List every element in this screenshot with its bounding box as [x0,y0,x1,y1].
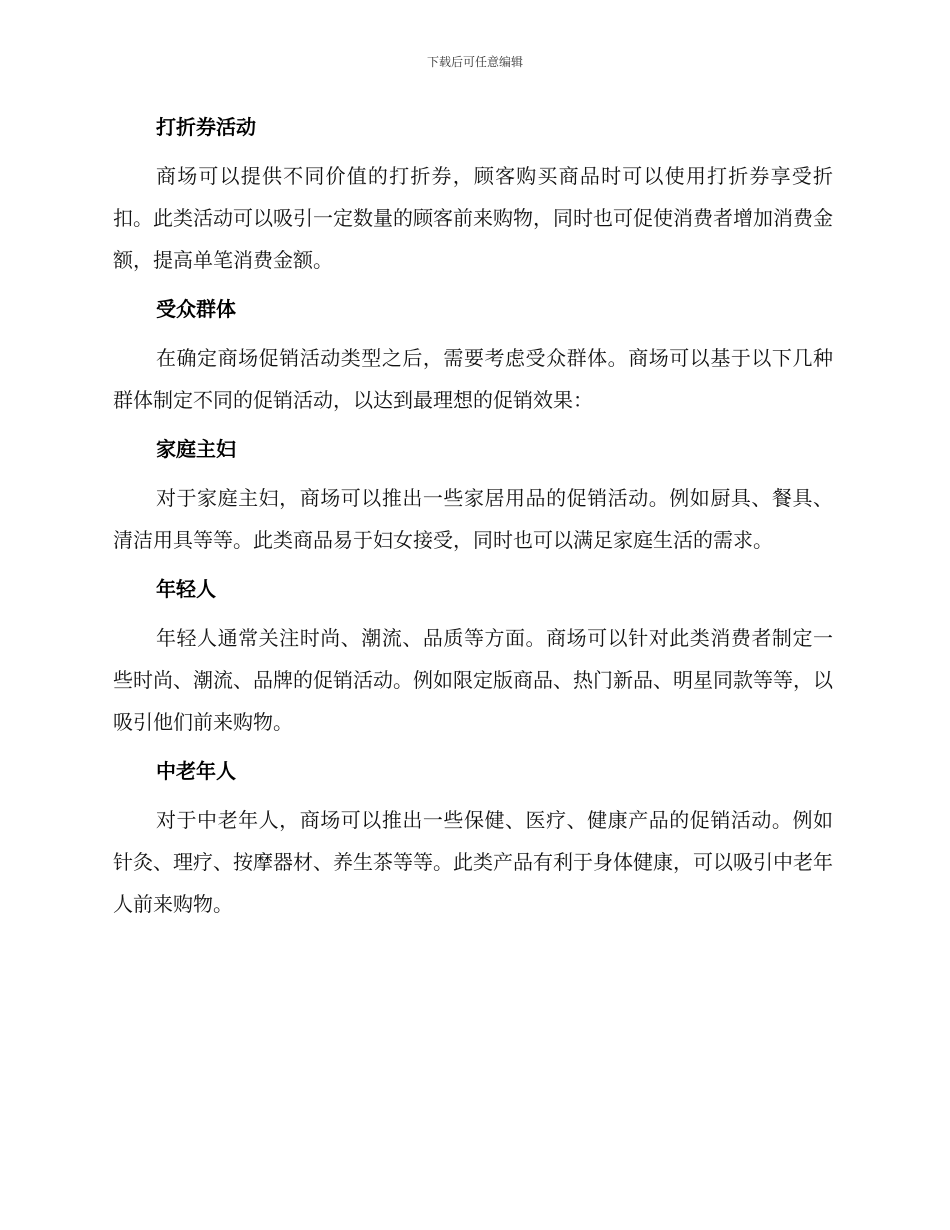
section-heading: 中老年人 [156,759,236,783]
section-housewives [113,429,833,561]
section-heading: 受众群体 [156,297,236,321]
section-heading: 年轻人 [156,577,216,601]
page-header: 下载后可任意编辑 [426,55,523,69]
section-paragraph: 对于中老年人，商场可以推出一些保健、医疗、健康产品的促销活动。例如针灸、理疗、按摩器材、养生茶等等。此类产品有利于身体健康，可以吸引中老年人前来购物。 [113,808,833,916]
section-paragraph: 在确定商场促销活动类型之后，需要考虑受众群体。商场可以基于以下几种群体制定不同的促销活动，以达到最理想的促销效果： [113,346,833,412]
section-young-people [113,569,833,743]
section-discount-coupons [113,107,833,281]
document-body [113,107,833,925]
section-middle-aged-elderly [113,751,833,925]
section-heading: 打折券活动 [156,115,256,139]
section-target-audience [113,289,833,421]
section-paragraph: 年轻人通常关注时尚、潮流、品质等方面。商场可以针对此类消费者制定一些时尚、潮流、品牌的促销活动。例如限定版商品、热门新品、明星同款等等，以吸引他们前来购物。 [113,626,833,734]
section-paragraph: 对于家庭主妇，商场可以推出一些家居用品的促销活动。例如厨具、餐具、清洁用具等等。此类商品易于妇女接受，同时也可以满足家庭生活的需求。 [113,486,833,552]
section-paragraph: 商场可以提供不同价值的打折券，顾客购买商品时可以使用打折券享受折扣。此类活动可以吸引一定数量的顾客前来购物，同时也可促使消费者增加消费金额，提高单笔消费金额。 [113,164,833,272]
section-heading: 家庭主妇 [156,437,236,461]
